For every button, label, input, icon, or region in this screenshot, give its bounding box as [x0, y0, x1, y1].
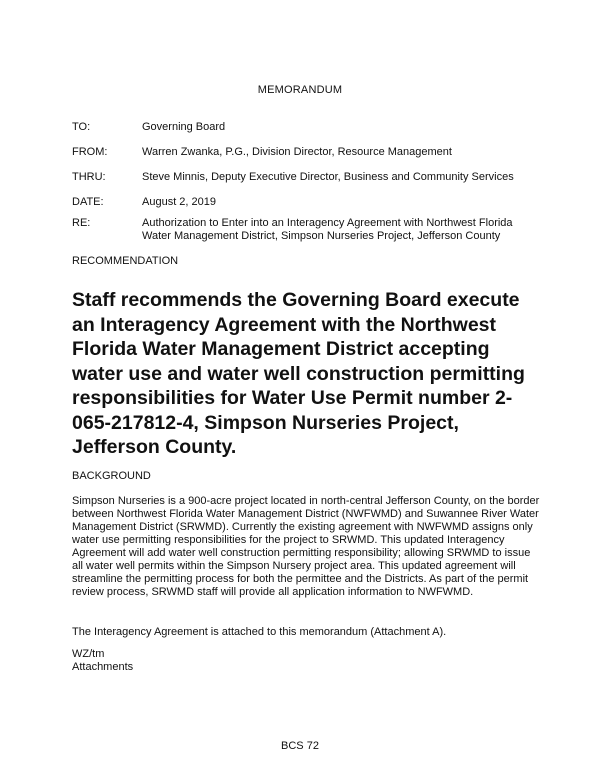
- author-initials: WZ/tm: [72, 648, 105, 660]
- to-value: Governing Board: [142, 121, 226, 133]
- background-paragraph-1: Simpson Nurseries is a 900-acre project located in north-central Jefferson County, on the border between Northwest Florida Water Management District (NWFWMD) and Suwannee River Water Management District (SRWMD). Currently the existing agreement with NWFWMD assigns only water use permitting responsibilities for the project to SRWMD. This updated Interagency Agreement will add water well construction permitting responsibility; allowing SRWMD to issue all water well permits within the Simpson Nursery project area. This updated agreement will streamline the permitting process for both the permittee and the Districts. As part of the permit review process, SRWMD staff will provide all application information to NWFWMD.: [72, 495, 540, 598]
- re-label: RE:: [72, 217, 91, 229]
- recommendation-text: Staff recommends the Governing Board execute an Interagency Agreement with the Northwest Florida Water Management District accepting water use and water well construction permitting responsibilities for Water Use Permit number 2-065-217812-4, Simpson Nurseries Project, Jefferson County.: [72, 289, 525, 458]
- thru-label: THRU:: [72, 171, 106, 183]
- background-paragraph-2: The Interagency Agreement is attached to this memorandum (Attachment A).: [72, 626, 447, 638]
- attachments-note: Attachments: [72, 661, 134, 673]
- from-row: [72, 146, 542, 159]
- date-label: DATE:: [72, 196, 104, 208]
- thru-value: Steve Minnis, Deputy Executive Director, Business and Community Services: [142, 171, 514, 183]
- background-heading: BACKGROUND: [72, 470, 151, 482]
- from-label: FROM:: [72, 146, 108, 158]
- page-code: BCS 72: [281, 740, 319, 752]
- thru-row: [72, 171, 542, 184]
- recommendation-heading: RECOMMENDATION: [72, 255, 179, 267]
- re-row: [72, 217, 542, 243]
- to-label: TO:: [72, 121, 91, 133]
- memo-title: MEMORANDUM: [257, 84, 343, 96]
- date-row: [72, 196, 542, 209]
- date-value: August 2, 2019: [142, 196, 217, 208]
- re-value: Authorization to Enter into an Interagency Agreement with Northwest Florida Water Management District, Simpson Nurseries Project, Jefferson County: [142, 217, 513, 242]
- to-row: [72, 121, 542, 134]
- from-value: Warren Zwanka, P.G., Division Director, Resource Management: [142, 146, 452, 158]
